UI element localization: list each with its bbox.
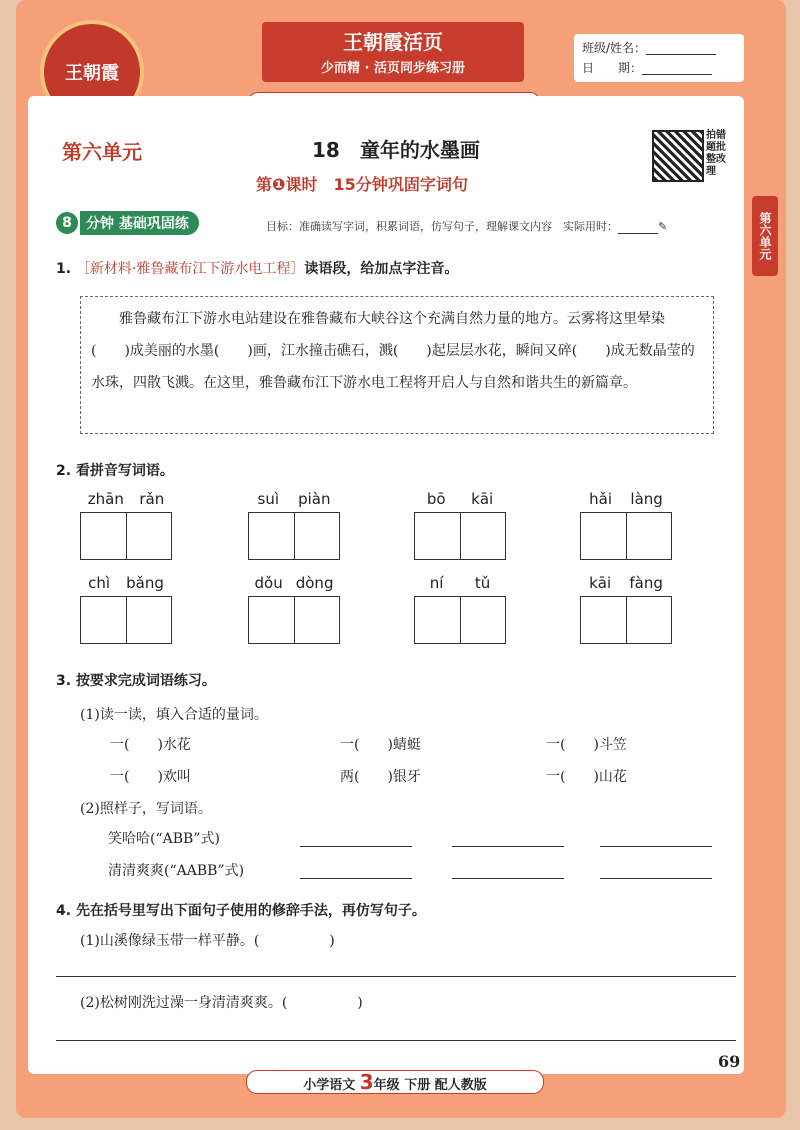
- q3-item: 一( )蜻蜓: [340, 737, 421, 753]
- q1-prompt: 读语段，给加点字注音。: [304, 261, 459, 277]
- qr-caption: 拍错题批整改理: [706, 130, 726, 177]
- writing-box[interactable]: [127, 597, 172, 643]
- time-field[interactable]: [618, 220, 658, 234]
- writing-box[interactable]: [81, 513, 127, 559]
- pinyin-syllable: rǎn: [139, 490, 165, 508]
- pinyin-item: [248, 490, 340, 560]
- q2-prompt: 看拼音写词语。: [75, 463, 174, 479]
- answer-line[interactable]: [600, 878, 712, 879]
- writing-box[interactable]: [249, 513, 295, 559]
- brand-logo: 王朝霞: [40, 20, 144, 124]
- footer-grade-unit: 年级: [373, 1078, 400, 1093]
- footer-grade: 3: [359, 1070, 374, 1094]
- section-header: [56, 210, 199, 236]
- q1-passage: 雅鲁藏布江下游水电站建设在雅鲁藏布大峡谷这个充满自然力量的地方。云雾将这里晕染( )成美丽的水墨( )画，江水撞击礁石，溅( )起层层水花，瞬间又碎( )成无数晶莹的水珠，四散飞溅。在这里，雅鲁藏布江下游水电工程将开启人与自然和谐共生的新篇章。: [80, 296, 714, 434]
- pinyin-syllable: piàn: [298, 490, 331, 508]
- pinyin-item: [580, 490, 672, 560]
- side-unit-tab: 第六单元: [752, 196, 778, 276]
- pinyin-syllable: tǔ: [474, 574, 491, 592]
- pinyin-syllable: zhān: [87, 490, 124, 508]
- pencil-icon: ✎: [658, 220, 668, 233]
- writing-box[interactable]: [581, 513, 627, 559]
- pinyin-syllable: ní: [429, 574, 444, 592]
- banner-subtitle: 少而精 · 活页同步练习册: [321, 61, 465, 76]
- pinyin-item: [80, 574, 172, 644]
- q4-prompt: 先在括号里写出下面句子使用的修辞手法，再仿写句子。: [75, 903, 426, 919]
- q3-item: 两( )银牙: [340, 769, 421, 785]
- answer-line[interactable]: [600, 846, 712, 847]
- pinyin-syllable: chì: [88, 574, 110, 592]
- pinyin-syllable: fàng: [629, 574, 663, 592]
- q3-example-aabb: 清清爽爽(“AABB”式): [108, 863, 245, 879]
- answer-line[interactable]: [452, 846, 564, 847]
- pinyin-syllable: kāi: [471, 490, 494, 508]
- writing-box[interactable]: [81, 597, 127, 643]
- writing-box[interactable]: [627, 597, 672, 643]
- q3-item: 一( )水花: [110, 737, 191, 753]
- pinyin-syllable: hǎi: [589, 490, 613, 508]
- pinyin-syllable: dǒu: [254, 574, 283, 592]
- pinyin-item: [414, 574, 506, 644]
- lesson-subtitle: 第❶课时 15分钟巩固字词句: [256, 175, 468, 194]
- brand-banner: [262, 22, 524, 82]
- footer-badge: [246, 1070, 544, 1094]
- writing-box[interactable]: [415, 513, 461, 559]
- question-1: 1. ［新材料·雅鲁藏布江下游水电工程］读语段，给加点字注音。: [56, 261, 459, 277]
- answer-line[interactable]: [300, 846, 412, 847]
- q3-example-abb: 笑哈哈(“ABB”式): [108, 831, 220, 847]
- qr-code-icon[interactable]: [652, 130, 704, 182]
- question-2: 2. 看拼音写词语。: [56, 463, 174, 479]
- answer-line[interactable]: [56, 1040, 736, 1041]
- q3-item: 一( )山花: [546, 769, 627, 785]
- pinyin-syllable: dòng: [295, 574, 334, 592]
- student-info-box: [574, 34, 744, 82]
- minutes-badge: 8: [56, 212, 78, 234]
- date-label: 日 期：: [582, 61, 643, 75]
- answer-line[interactable]: [56, 976, 736, 977]
- q3-part2: (2)照样子，写词语。: [80, 801, 212, 817]
- writing-box[interactable]: [295, 513, 340, 559]
- footer-subject: 小学语文: [303, 1078, 356, 1093]
- writing-box[interactable]: [627, 513, 672, 559]
- answer-line[interactable]: [300, 878, 412, 879]
- section-goal: 目标：准确读写字词，积累词语，仿写句子，理解课文内容 实际用时： ✎: [266, 220, 668, 233]
- answer-line[interactable]: [452, 878, 564, 879]
- writing-box[interactable]: [415, 597, 461, 643]
- q1-source: ［新材料·雅鲁藏布江下游水电工程］: [75, 261, 305, 277]
- pinyin-syllable: suì: [257, 490, 280, 508]
- lesson-title: 18 童年的水墨画: [312, 138, 480, 162]
- q3-part1: (1)读一读，填入合适的量词。: [80, 707, 268, 723]
- writing-box[interactable]: [461, 597, 506, 643]
- pinyin-item: [80, 490, 172, 560]
- page-number: 69: [718, 1052, 741, 1071]
- pinyin-item: [414, 490, 506, 560]
- pinyin-item: [580, 574, 672, 644]
- pinyin-syllable: bō: [426, 490, 446, 508]
- writing-box[interactable]: [249, 597, 295, 643]
- class-name-field[interactable]: [646, 42, 716, 55]
- unit-title: 第六单元: [62, 140, 142, 164]
- q3-item: 一( )斗笠: [546, 737, 627, 753]
- footer-edition: 配人教版: [434, 1078, 487, 1093]
- q3-prompt: 按要求完成词语练习。: [75, 673, 216, 689]
- q4-sentence-1: (1)山溪像绿玉带一样平静。( ): [80, 933, 335, 949]
- writing-box[interactable]: [461, 513, 506, 559]
- pinyin-syllable: kāi: [589, 574, 612, 592]
- pinyin-syllable: bǎng: [126, 574, 164, 592]
- question-4: 4. 先在括号里写出下面句子使用的修辞手法，再仿写句子。: [56, 903, 426, 919]
- footer-term: 下册: [404, 1078, 431, 1093]
- q3-item: 一( )欢叫: [110, 769, 191, 785]
- class-label: 班级/姓名：: [582, 41, 647, 55]
- writing-box[interactable]: [295, 597, 340, 643]
- q4-sentence-2: (2)松树刚洗过澡一身清清爽爽。( ): [80, 995, 363, 1011]
- question-3: 3. 按要求完成词语练习。: [56, 673, 216, 689]
- banner-title: 王朝霞活页: [343, 30, 443, 54]
- date-field[interactable]: [642, 62, 712, 75]
- pinyin-syllable: làng: [630, 490, 663, 508]
- pinyin-item: [248, 574, 340, 644]
- writing-box[interactable]: [127, 513, 172, 559]
- writing-box[interactable]: [581, 597, 627, 643]
- section-label: 分钟 基础巩固练: [80, 211, 199, 235]
